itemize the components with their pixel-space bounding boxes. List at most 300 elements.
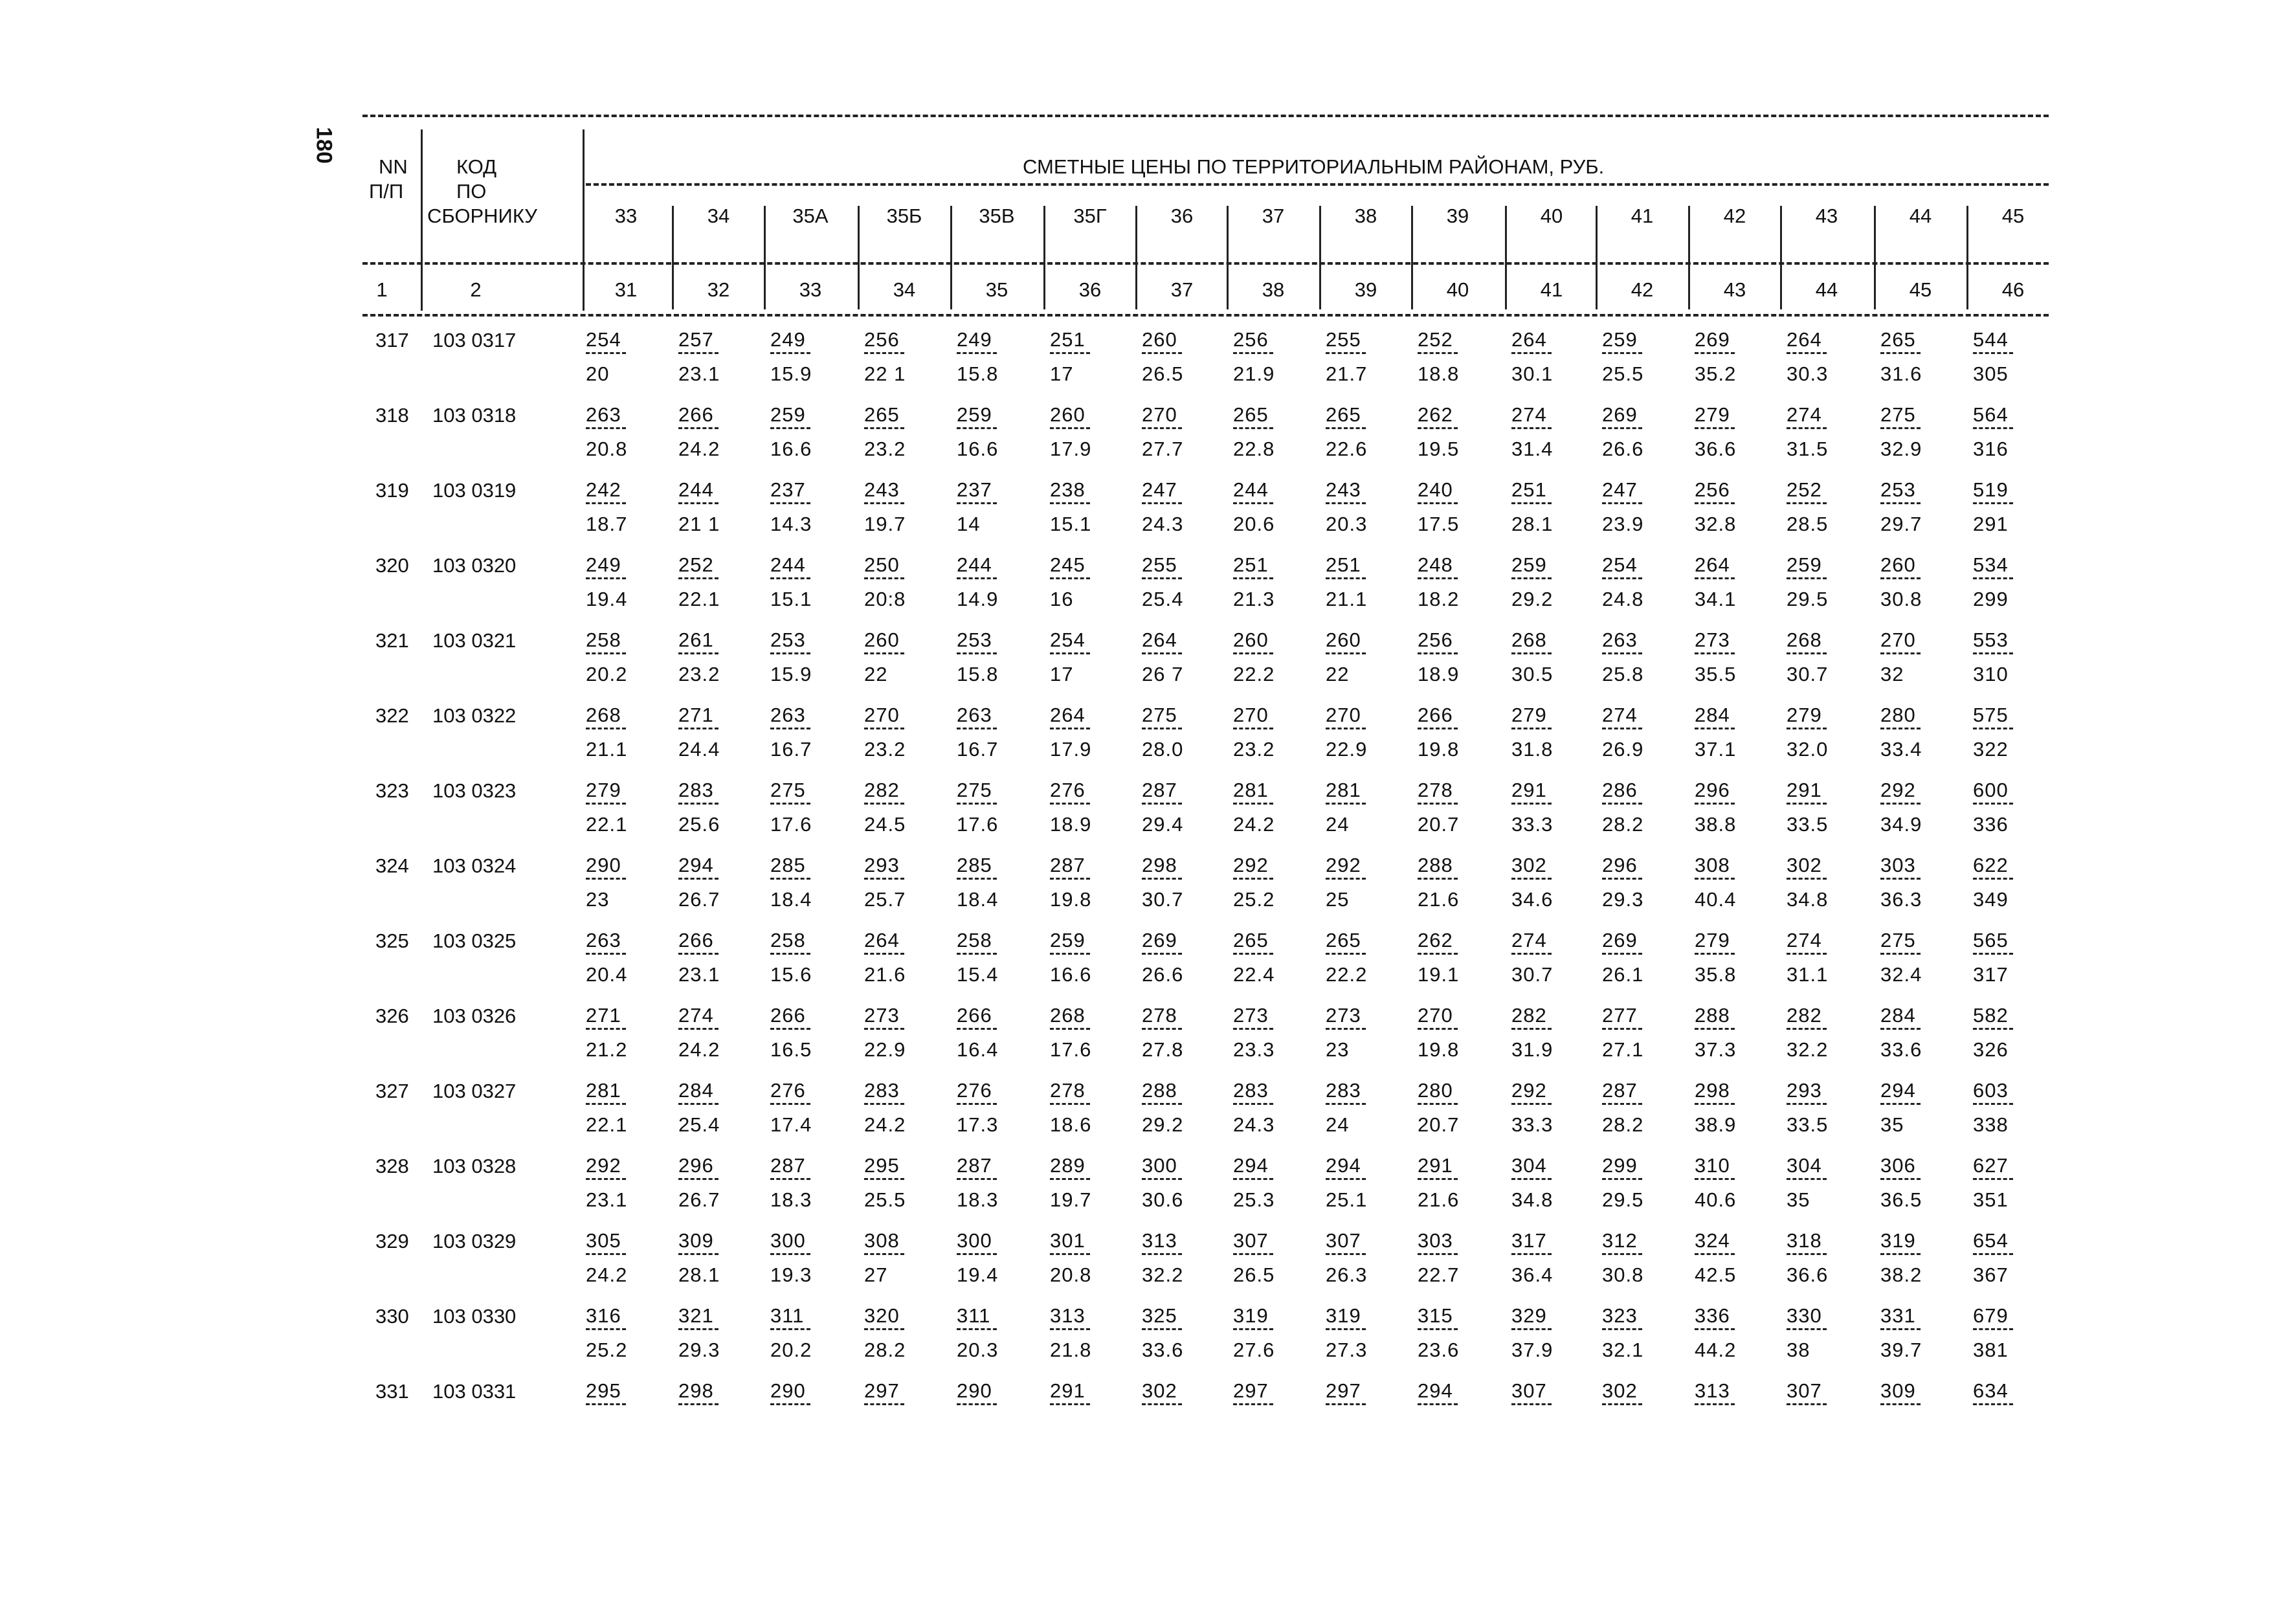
price-divider — [1602, 652, 1642, 654]
header-divider-2 — [583, 129, 585, 311]
price-value: 256 — [1233, 328, 1269, 351]
price-cell — [1418, 628, 1489, 687]
row-number: 325 — [375, 929, 409, 952]
price-sub-value: 33.3 — [1511, 813, 1554, 836]
price-cell — [586, 1229, 657, 1287]
price-cell — [1326, 1379, 1397, 1413]
price-cell — [1695, 1153, 1766, 1212]
price-divider — [586, 803, 626, 805]
price-divider — [1973, 502, 2013, 504]
price-value: 304 — [1511, 1154, 1547, 1177]
price-divider — [678, 803, 718, 805]
price-cell — [1326, 703, 1397, 762]
price-cell — [1050, 1304, 1121, 1363]
price-divider — [957, 1103, 997, 1105]
price-sub-value: 23 — [1326, 1038, 1350, 1061]
price-divider — [1418, 1178, 1458, 1180]
price-cell — [1880, 1003, 1952, 1062]
price-divider — [1695, 953, 1735, 955]
district-code: 35А — [792, 205, 829, 227]
price-divider — [1050, 352, 1090, 354]
price-value: 271 — [586, 1004, 621, 1027]
price-value: 309 — [678, 1229, 714, 1252]
price-value: 259 — [957, 403, 992, 426]
page-number: 180 — [311, 127, 337, 164]
price-divider — [1602, 427, 1642, 429]
price-cell — [1326, 403, 1397, 462]
price-divider — [1511, 953, 1552, 955]
price-cell — [864, 928, 935, 987]
price-cell — [586, 328, 657, 386]
row-number: 318 — [375, 404, 409, 427]
price-cell — [1695, 403, 1766, 462]
price-sub-value: 26.9 — [1602, 738, 1644, 761]
price-divider — [957, 1403, 997, 1405]
price-sub-value: 326 — [1973, 1038, 2009, 1061]
price-divider — [864, 1328, 904, 1330]
price-sub-value: 26.5 — [1142, 362, 1184, 385]
district-code: 40 — [1540, 205, 1563, 227]
price-sub-value: 26.6 — [1602, 438, 1644, 460]
price-divider — [770, 1403, 810, 1405]
price-value: 251 — [1511, 478, 1547, 501]
price-divider — [957, 803, 997, 805]
price-sub-value: 37.9 — [1511, 1339, 1554, 1361]
price-value: 260 — [864, 628, 900, 651]
price-sub-value: 22.1 — [586, 813, 628, 836]
price-value: 268 — [1511, 628, 1547, 651]
price-divider — [770, 1328, 810, 1330]
price-divider — [1880, 803, 1921, 805]
price-cell — [1511, 628, 1583, 687]
price-sub-value: 44.2 — [1695, 1339, 1737, 1361]
price-cell — [864, 778, 935, 837]
price-cell — [678, 703, 750, 762]
price-value: 331 — [1880, 1304, 1916, 1327]
price-cell — [1233, 1379, 1304, 1413]
price-value: 270 — [1418, 1004, 1453, 1027]
price-cell — [1973, 928, 2044, 987]
price-value: 291 — [1787, 779, 1822, 801]
price-cell — [1511, 853, 1583, 912]
price-divider — [1695, 878, 1735, 880]
price-divider — [1142, 953, 1182, 955]
price-cell — [1787, 853, 1858, 912]
price-divider — [1142, 1028, 1182, 1030]
price-cell — [864, 1078, 935, 1137]
price-value: 311 — [770, 1304, 805, 1327]
price-sub-value: 32.8 — [1695, 513, 1737, 535]
price-divider — [1602, 577, 1642, 579]
price-value: 265 — [1880, 328, 1916, 351]
price-value: 262 — [1418, 403, 1453, 426]
price-sub-value: 23.2 — [678, 663, 720, 685]
price-divider — [1695, 1253, 1735, 1255]
price-cell — [1326, 1003, 1397, 1062]
price-divider — [1050, 1328, 1090, 1330]
price-cell — [1880, 1153, 1952, 1212]
price-cell — [957, 928, 1028, 987]
price-value: 237 — [770, 478, 806, 501]
row-number: 320 — [375, 554, 409, 577]
price-value: 297 — [1233, 1379, 1269, 1402]
price-cell — [1050, 1078, 1121, 1137]
price-divider — [1050, 577, 1090, 579]
price-sub-value: 15.4 — [957, 963, 999, 986]
price-value: 270 — [1142, 403, 1177, 426]
price-divider — [678, 352, 718, 354]
price-cell — [1511, 403, 1583, 462]
district-code: 39 — [1446, 205, 1469, 227]
price-cell — [1050, 478, 1121, 537]
price-value: 275 — [770, 779, 806, 801]
price-divider — [957, 502, 997, 504]
price-value: 575 — [1973, 704, 2009, 726]
price-divider — [1233, 1328, 1273, 1330]
price-divider — [1142, 1178, 1182, 1180]
price-value: 264 — [864, 929, 900, 951]
price-cell — [1511, 553, 1583, 612]
price-cell — [678, 1379, 750, 1413]
price-sub-value: 29.2 — [1142, 1113, 1184, 1136]
price-value: 270 — [1233, 704, 1269, 726]
price-sub-value: 27.6 — [1233, 1339, 1275, 1361]
price-divider — [1050, 652, 1090, 654]
price-divider — [1973, 803, 2013, 805]
price-sub-value: 30.7 — [1787, 663, 1829, 685]
price-cell — [1695, 553, 1766, 612]
price-cell — [1880, 403, 1952, 462]
price-cell — [1880, 928, 1952, 987]
price-value: 291 — [1418, 1154, 1453, 1177]
price-cell — [678, 778, 750, 837]
price-value: 269 — [1602, 929, 1638, 951]
price-divider — [1326, 728, 1366, 729]
price-sub-value: 28.1 — [1511, 513, 1554, 535]
price-value: 288 — [1695, 1004, 1730, 1027]
price-value: 269 — [1602, 403, 1638, 426]
price-value: 294 — [1326, 1154, 1361, 1177]
price-value: 287 — [1602, 1079, 1638, 1102]
price-divider — [1233, 577, 1273, 579]
price-sub-value: 25.2 — [1233, 888, 1275, 911]
price-value: 252 — [1418, 328, 1453, 351]
price-value: 330 — [1787, 1304, 1822, 1327]
price-sub-value: 37.3 — [1695, 1038, 1737, 1061]
price-divider — [1233, 502, 1273, 504]
column-number: 33 — [799, 278, 822, 301]
row-number: 329 — [375, 1230, 409, 1252]
top-rule — [362, 115, 2049, 117]
price-divider — [957, 1253, 997, 1255]
price-sub-value: 38.8 — [1695, 813, 1737, 836]
price-cell — [1142, 778, 1213, 837]
price-divider — [678, 728, 718, 729]
price-cell — [1326, 778, 1397, 837]
row-number: 328 — [375, 1155, 409, 1177]
column-number: 32 — [707, 278, 730, 301]
row-number: 327 — [375, 1080, 409, 1102]
price-divider — [770, 577, 810, 579]
price-cell — [1142, 1229, 1213, 1287]
price-value: 600 — [1973, 779, 2009, 801]
price-divider — [1695, 1103, 1735, 1105]
price-sub-value: 349 — [1973, 888, 2009, 911]
price-sub-value: 22 — [1326, 663, 1350, 685]
price-cell — [1142, 1379, 1213, 1413]
price-value: 278 — [1142, 1004, 1177, 1027]
price-value: 260 — [1050, 403, 1086, 426]
price-cell — [1233, 928, 1304, 987]
price-value: 302 — [1602, 1379, 1638, 1402]
price-cell — [1973, 1304, 2044, 1363]
price-value: 287 — [957, 1154, 992, 1177]
price-sub-value: 33.5 — [1787, 1113, 1829, 1136]
price-cell — [1787, 628, 1858, 687]
price-divider — [1511, 1103, 1552, 1105]
price-value: 279 — [1511, 704, 1547, 726]
price-value: 288 — [1142, 1079, 1177, 1102]
price-divider — [1880, 953, 1921, 955]
price-cell — [1602, 703, 1673, 762]
row-code: 103 0331 — [432, 1380, 517, 1403]
price-value: 275 — [1880, 929, 1916, 951]
price-sub-value: 20.2 — [770, 1339, 812, 1361]
price-sub-value: 28.5 — [1787, 513, 1829, 535]
price-value: 313 — [1695, 1379, 1730, 1402]
district-code: 36 — [1170, 205, 1194, 227]
price-value: 287 — [1142, 779, 1177, 801]
price-divider — [1142, 1103, 1182, 1105]
price-cell — [957, 403, 1028, 462]
price-sub-value: 40.6 — [1695, 1188, 1737, 1211]
price-value: 243 — [1326, 478, 1361, 501]
price-sub-value: 25.1 — [1326, 1188, 1368, 1211]
price-divider — [1787, 427, 1827, 429]
price-divider — [586, 427, 626, 429]
price-value: 317 — [1511, 1229, 1547, 1252]
row-code: 103 0329 — [432, 1230, 517, 1252]
price-value: 254 — [1602, 553, 1638, 576]
price-cell — [1880, 853, 1952, 912]
price-sub-value: 35.5 — [1695, 663, 1737, 685]
price-value: 254 — [586, 328, 621, 351]
price-divider — [1142, 878, 1182, 880]
price-cell — [1142, 1153, 1213, 1212]
column-number: 44 — [1815, 278, 1838, 301]
price-sub-value: 15.8 — [957, 663, 999, 685]
price-sub-value: 31.9 — [1511, 1038, 1554, 1061]
price-divider — [678, 427, 718, 429]
price-value: 325 — [1142, 1304, 1177, 1327]
price-cell — [1602, 1003, 1673, 1062]
price-cell — [1233, 1078, 1304, 1137]
header-bottom-rule — [362, 314, 2049, 317]
row-code: 103 0325 — [432, 929, 517, 952]
price-value: 256 — [1418, 628, 1453, 651]
price-sub-value: 14 — [957, 513, 981, 535]
price-cell — [678, 1078, 750, 1137]
price-sub-value: 29.5 — [1787, 588, 1829, 610]
price-divider — [1880, 1103, 1921, 1105]
price-sub-value: 24.5 — [864, 813, 906, 836]
price-divider — [1233, 1253, 1273, 1255]
price-value: 265 — [864, 403, 900, 426]
price-sub-value: 16.6 — [957, 438, 999, 460]
price-sub-value: 23.3 — [1233, 1038, 1275, 1061]
column-divider — [1688, 206, 1690, 309]
price-cell — [1787, 1379, 1858, 1413]
price-value: 260 — [1880, 553, 1916, 576]
header-main-title: СМЕТНЫЕ ЦЕНЫ ПО ТЕРРИТОРИАЛЬНЫМ РАЙОНАМ, РУБ. — [1023, 155, 1605, 178]
price-cell — [678, 478, 750, 537]
price-sub-value: 31.4 — [1511, 438, 1554, 460]
price-cell — [1050, 1153, 1121, 1212]
price-sub-value: 22.1 — [678, 588, 720, 610]
price-divider — [1880, 1178, 1921, 1180]
price-cell — [1326, 628, 1397, 687]
price-value: 271 — [678, 704, 714, 726]
price-cell — [1602, 778, 1673, 837]
price-cell — [864, 1304, 935, 1363]
price-sub-value: 299 — [1973, 588, 2009, 610]
price-divider — [1511, 502, 1552, 504]
price-value: 264 — [1787, 328, 1822, 351]
column-number: 39 — [1354, 278, 1377, 301]
price-cell — [678, 553, 750, 612]
price-divider — [1973, 1103, 2013, 1105]
column-number: 40 — [1446, 278, 1469, 301]
price-sub-value: 17.5 — [1418, 513, 1460, 535]
price-divider — [864, 427, 904, 429]
price-divider — [864, 878, 904, 880]
price-sub-value: 33.6 — [1880, 1038, 1922, 1061]
price-cell — [770, 1003, 841, 1062]
price-value: 281 — [586, 1079, 621, 1102]
price-divider — [586, 502, 626, 504]
price-sub-value: 22 1 — [864, 362, 906, 385]
price-value: 290 — [770, 1379, 806, 1402]
price-divider — [1050, 1103, 1090, 1105]
price-cell — [1787, 1153, 1858, 1212]
price-cell — [1326, 553, 1397, 612]
price-value: 281 — [1326, 779, 1361, 801]
price-sub-value: 33.4 — [1880, 738, 1922, 761]
price-value: 279 — [586, 779, 621, 801]
price-sub-value: 28.0 — [1142, 738, 1184, 761]
price-sub-value: 27 — [864, 1263, 888, 1286]
price-cell — [1050, 553, 1121, 612]
price-cell — [864, 1229, 935, 1287]
price-value: 293 — [864, 854, 900, 876]
price-value: 553 — [1973, 628, 2009, 651]
price-divider — [1233, 1028, 1273, 1030]
price-cell — [1050, 328, 1121, 386]
header-pp: П/П — [369, 180, 404, 203]
price-sub-value: 30.6 — [1142, 1188, 1184, 1211]
price-cell — [1050, 853, 1121, 912]
price-cell — [1418, 778, 1489, 837]
price-value: 296 — [1602, 854, 1638, 876]
price-cell — [678, 928, 750, 987]
price-divider — [1880, 502, 1921, 504]
price-sub-value: 15.6 — [770, 963, 812, 986]
price-sub-value: 21.2 — [586, 1038, 628, 1061]
price-value: 292 — [1326, 854, 1361, 876]
column-divider — [1319, 206, 1321, 309]
price-cell — [1511, 328, 1583, 386]
price-sub-value: 18.4 — [957, 888, 999, 911]
price-cell — [770, 478, 841, 537]
price-cell — [1973, 1229, 2044, 1287]
price-value: 275 — [1142, 704, 1177, 726]
column-divider — [1043, 206, 1045, 309]
price-divider — [1326, 1178, 1366, 1180]
price-divider — [1418, 953, 1458, 955]
price-divider — [1233, 878, 1273, 880]
price-cell — [678, 1304, 750, 1363]
price-value: 290 — [957, 1379, 992, 1402]
price-value: 312 — [1602, 1229, 1638, 1252]
price-sub-value: 19.8 — [1418, 738, 1460, 761]
price-cell — [957, 1379, 1028, 1413]
price-value: 265 — [1233, 929, 1269, 951]
price-cell — [1142, 928, 1213, 987]
price-value: 258 — [957, 929, 992, 951]
price-sub-value: 291 — [1973, 513, 2009, 535]
column-number: 37 — [1170, 278, 1194, 301]
price-sub-value: 27.3 — [1326, 1339, 1368, 1361]
price-sub-value: 27.1 — [1602, 1038, 1644, 1061]
price-divider — [770, 953, 810, 955]
price-cell — [1326, 928, 1397, 987]
column-divider — [1966, 206, 1968, 309]
price-sub-value: 34.6 — [1511, 888, 1554, 911]
price-value: 307 — [1511, 1379, 1547, 1402]
price-value: 283 — [864, 1079, 900, 1102]
price-value: 276 — [1050, 779, 1086, 801]
header-nn: NN — [379, 155, 408, 178]
price-value: 268 — [1787, 628, 1822, 651]
price-cell — [1511, 928, 1583, 987]
price-divider — [1787, 352, 1827, 354]
header-rule — [362, 262, 2049, 265]
district-code: 35В — [979, 205, 1015, 227]
price-cell — [1602, 328, 1673, 386]
price-divider — [1326, 878, 1366, 880]
price-value: 534 — [1973, 553, 2009, 576]
price-sub-value: 29.4 — [1142, 813, 1184, 836]
price-sub-value: 18.8 — [1418, 362, 1460, 385]
price-value: 295 — [864, 1154, 900, 1177]
price-cell — [586, 853, 657, 912]
price-value: 292 — [586, 1154, 621, 1177]
price-sub-value: 32.1 — [1602, 1339, 1644, 1361]
price-value: 274 — [1602, 704, 1638, 726]
price-value: 296 — [1695, 779, 1730, 801]
price-divider — [1602, 502, 1642, 504]
price-cell — [1326, 1304, 1397, 1363]
price-sub-value: 16.4 — [957, 1038, 999, 1061]
price-sub-value: 21.3 — [1233, 588, 1275, 610]
price-cell — [1511, 703, 1583, 762]
price-value: 255 — [1142, 553, 1177, 576]
price-sub-value: 23.9 — [1602, 513, 1644, 535]
price-value: 286 — [1602, 779, 1638, 801]
district-code: 35Г — [1073, 205, 1107, 227]
price-sub-value: 351 — [1973, 1188, 2009, 1211]
price-sub-value: 17.9 — [1050, 438, 1092, 460]
